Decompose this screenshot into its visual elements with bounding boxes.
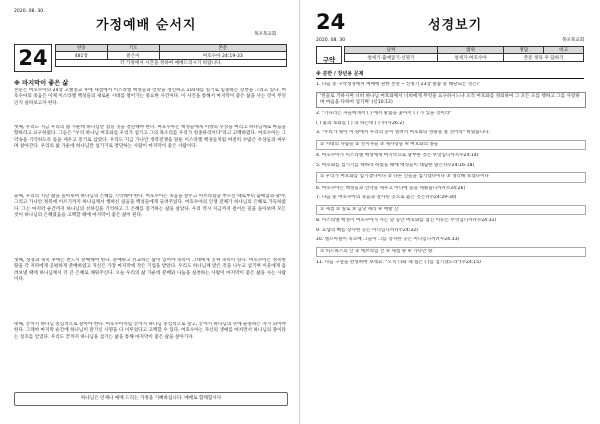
section-label: 구약 (322, 56, 336, 64)
order-value-prayer: 맡은이 (107, 52, 159, 59)
question-line: 6. 여호수아는 백성들과 언약을 세우고 어디에 돌을 세웠습니까?(수24:26) (316, 185, 466, 191)
order-header-hymn: 찬송 (56, 45, 108, 52)
church-name: 목포북교회 (562, 38, 585, 43)
quote-box (316, 92, 586, 109)
subtitle-rule (316, 78, 584, 79)
order-header-row (56, 45, 287, 52)
order-header-text: 본문 (159, 45, 286, 52)
quiz-subtitle: ※ 분반 / 장년용 문제 (316, 71, 364, 77)
sermon-point-1: 첫째, 우리도 지금 우리의 삶 가운데 하나님만 섬길 것을 결단해야 한다. 여호수아는 백성들에게 이방의 우상을 버리고 하나님께로 마음을 향하라고 요구하였다. 그들은 "우리 하나님 여호와를 우리가 섬기고 그의 목소리를 우리가 청종하리이다"라고 고백하였다. 여호수아는 그 약속을 기억하도록 돌을 세우고 증거로 삼았다. 우리도 지금 가나안 정복전쟁을 앞둔 이스라엘 백성들처럼 여전히 수많은 우상들과 싸우며 살아간다. 우리의 삶 가운데 하나님만 섬기기로 결단하는 사람이 마지막이 좋은 사람이다. (14, 125, 286, 150)
footer-box (14, 392, 288, 406)
order-value-hymn: 481장 (56, 52, 108, 59)
question-line: 2. "기다리는 자들에게서 ( ) 에서 말씀을 좇아서 ( ) 가 있을 것이라" (316, 111, 452, 117)
choice-text: ① 시대의 사람들 ② 선지자들 ③ 제사장들 ④ 여호와의 종들 (320, 141, 439, 147)
question-line: 8. 이스라엘 백성이 여호수아가 사는 날 동안 여호와를 섬긴 이유는 무엇입니까?(수24:31) (316, 218, 497, 224)
question-line: 7. 다음 중 여호수아의 죽음과 장사된 곳으로 옳은 것은?(수24:29-30) (316, 195, 457, 201)
question-line: 10. 엘르아살이 죽으매 그들이 그를 장사한 곳은 어디입니까?(수24:33) (316, 237, 460, 243)
sermon-title: ※ 마지막이 좋은 삶 (14, 80, 69, 87)
order-notice: 각 가정에서 시간을 정하여 예배드리시기 바랍니다. (56, 59, 287, 66)
question-line: 5. 여호와를 섬기기를 택하라 하였을 때에 백성들이 대답한 말은?(수24:16-18) (316, 162, 475, 168)
date-text: 2020. 08. 30. (14, 9, 45, 14)
quiz-header-date: 날짜 (345, 47, 438, 54)
week-number-box (14, 44, 52, 72)
sermon-point-2: 둘째, 우리의 지난 삶을 돌아보며 하나님의 은혜를 기억해야 한다. 여호수아는 죽음을 앞두고 아브라함을 부르신 때로부터 출애굽과 광야, 그리고 가나안 정복에 이르기까지 하나님께서 행하신 일들을 백성들에게 들려주었다. 여호수아의 인생 전체가 하나님의 은혜로 가득하였다. 그는 마지막 순간까지 하나님의 선하심을 기억하고 그 은혜를 증거하는 삶을 살았다. 우리 역시 지금까지 걸어온 길을 돌아보며 모든 것이 하나님의 은혜였음을 고백할 때에 마지막이 좋은 삶이 된다. (14, 194, 286, 219)
choice-box (316, 205, 586, 215)
order-value-text: 여호수아 24:19-33 (159, 52, 286, 59)
order-notice-row (56, 59, 287, 66)
question-line: 11. 다음 구절을 완성하여 보세요: "오직 나와 내 집은 ( )를 섬기겠노라"(수24:15) (316, 260, 481, 266)
choice-box (316, 172, 586, 182)
church-name: 목포북교회 (254, 32, 277, 37)
question-line: ( ) 불과 보좌를 ( ) 의 하는데 ( ) 주(사26:2) (316, 120, 405, 126)
quiz-header-answer: 정답 (504, 47, 544, 54)
sermon-intro: 본문은 여호수아의 24장 고별설교 후에 세겜에서 이스라엘 백성들과 언약을 갱신하고 110세를 일기로 임종하는 장면을 그리고 있다. 여호수아의 죽음은 이제 이스라엘 백성들의 새로운 시대를 열어가는 중요한 사건이다. 이 사건을 통해서 마지막이 좋은 삶을 사는 것이 무엇인지 살펴보고자 한다. (14, 88, 286, 106)
choice-text: ① 비느하스의 산 ② 에브라임 산 ③ 세겜 땅 ④ 가나안 땅 (320, 248, 433, 254)
footer-text: 하나님은 언제나 예배 드리는 가정을 기뻐하십니다. 예배로 함께합시다 (80, 396, 222, 401)
section-label-box (316, 46, 342, 64)
quiz-info-table (344, 46, 584, 62)
question-line: 4. 여호수아가 이스라엘 백성에게 마지막으로 당부한 것은 무엇입니까?(수24:14) (316, 153, 479, 159)
question-line: 9. 요셉의 뼈를 장사한 곳은 어디입니까?(수24:32) (316, 227, 418, 233)
page-title: 가정예배 순서지 (96, 18, 197, 33)
quiz-value-3: 본문 정독 후 답하기 (504, 54, 584, 61)
quiz-value-1: 창세기·출애굽기·신명기 (345, 54, 438, 61)
date-text: 2020. 08. 30 (316, 38, 346, 43)
choice-text: ① 우리가 여호와를 섬기겠나이다 ② 다른 신들을 섬기겠나이다 ③ 생각해 보겠나이다 (320, 174, 489, 180)
sermon-point-3: 셋째, 성경과 축복 후에는 반드시 분배해야 한다. 분배하고 선교하는 삶이 있어야 축복이 그대에게 진짜 축복이 된다. 여호수아는 정복한 땅을 각 지파에게 공평하게 분배하였고 자신은 가장 마지막에 작은 기업을 받았다. 우리도 하나님께 받은 것을 나누고 섬기며 이웃에게 흘려보낼 때에 하나님께서 더 큰 은혜로 채워주신다. 오늘 우리의 삶 가운데 분배와 나눔을 실천하는 사람이 마지막이 좋은 삶을 사는 사람이다. (14, 258, 286, 283)
quiz-header-note: 비고 (544, 47, 584, 54)
order-table (55, 44, 287, 67)
quiz-header-range: 범위 (437, 47, 504, 54)
quiz-header-row (345, 47, 584, 54)
question-line: 1. 다음 중 구약성경에서 예배에 관한 본문 ─ 신명기 23장 말씀 중 해당되는 것은? (316, 82, 480, 87)
quiz-value-2: 창세기·여호수아 (437, 54, 504, 61)
order-value-row (56, 52, 287, 59)
week-number: 24 (18, 46, 48, 70)
choice-box (316, 247, 586, 257)
page-title: 성경보기 (428, 18, 483, 33)
quiz-value-row (345, 54, 584, 61)
choice-text: ① 세겜 ② 실로 ③ 딤낫 세라 ④ 에발 산 (320, 206, 399, 212)
quote-text: '빈들로 거하시며 너희 하나님 여호와께서 너희에게 무엇을 요구하시느냐 오직 여호와를 경외하여 그 모든 도를 행하고 그를 사랑하며 마음을 다하여 섬기며' (신10:12) (320, 93, 580, 105)
order-header-prayer: 기도 (107, 45, 159, 52)
question-line: 3. "우리가 뭣이 이 땅에서 우리의 눈이 열려서 여호와의 영광을 볼 것이라" 하였습니다. (316, 130, 491, 136)
sermon-point-4: 넷째, 끝까지 하나님 중심적으로 살아야 한다. 여호수아처럼 끝까지 하나님 중심적으로 살고, 끝까지 하나님의 뜻에 순종하는 자가 되어야 한다. 그래야 마지막 순간에 하나님이 맡기신 사명을 다 이루었다고 고백할 수 있다. 여호수아는 자신의 생애를 마치면서 하나님의 종이라는 칭호를 얻었다. 우리도 끝까지 하나님을 섬기는 삶을 통해 마지막이 좋은 삶을 살아가자. (14, 322, 286, 340)
bible-quiz-page (300, 0, 600, 424)
question-list (316, 82, 586, 270)
week-number: 24 (316, 10, 346, 34)
choice-box (316, 140, 586, 150)
